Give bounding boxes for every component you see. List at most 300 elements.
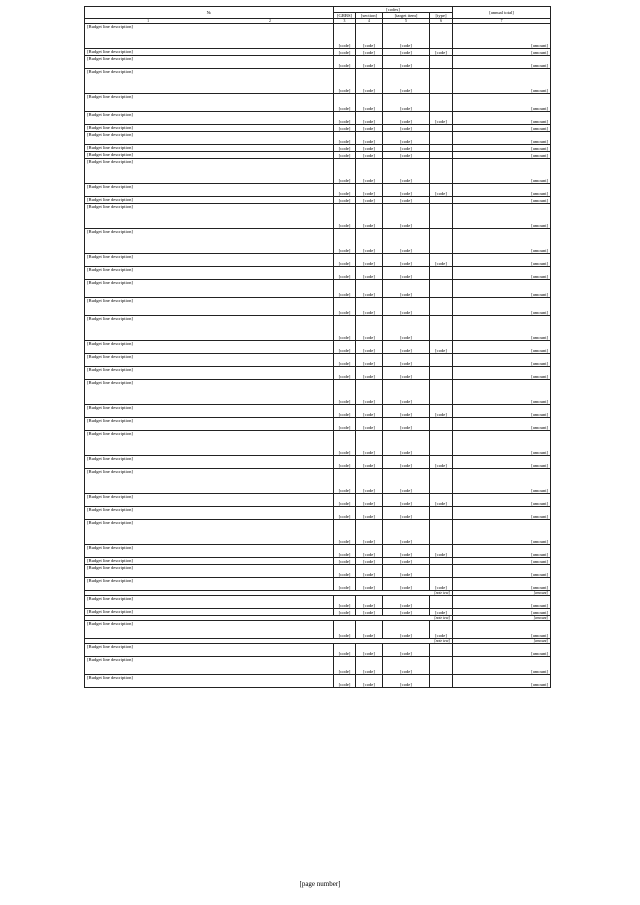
expense-type-code [430,298,453,316]
table-row [85,596,551,609]
table-row [85,609,551,616]
expense-type-code: [code] [430,578,453,591]
section-code: [code] [356,267,383,280]
expense-type-code [430,596,453,609]
grbs-code: [code] [334,469,356,494]
annual-amount: [amount] [453,152,551,159]
expense-type-code [430,675,453,688]
grbs-code: [code] [334,380,356,405]
item-name: [Budget line description] [85,56,334,69]
annual-amount: [amount] [453,520,551,545]
grbs-code: [code] [334,507,356,520]
annual-amount: [amount] [453,507,551,520]
target-item-code: [code] [383,254,430,267]
expense-type-code: [code] [430,621,453,639]
item-name: [Budget line description] [85,341,334,354]
page-number: [page number] [299,880,341,888]
expense-type-code [430,367,453,380]
annual-amount: [amount] [453,125,551,132]
section-code: [code] [356,558,383,565]
item-name: [Budget line description] [85,94,334,112]
target-item-code: [code] [383,145,430,152]
annual-amount: [amount] [453,112,551,125]
table-row [85,298,551,316]
grbs-code: [code] [334,24,356,49]
section-code: [code] [356,578,383,591]
annual-amount: [amount] [453,159,551,184]
section-code: [code] [356,24,383,49]
target-item-code: [code] [383,298,430,316]
target-item-code: [code] [383,341,430,354]
target-item-code: [code] [383,112,430,125]
annual-amount: [amount] [453,254,551,267]
table-row [85,418,551,431]
table-row [85,469,551,494]
item-name: [Budget line description] [85,152,334,159]
expense-type-code [430,132,453,145]
table-row [85,578,551,591]
section-code: [code] [356,520,383,545]
table-row [85,254,551,267]
expense-type-code: [code] [430,341,453,354]
section-code: [code] [356,204,383,229]
annual-amount: [amount] [453,184,551,197]
grbs-code: [code] [334,197,356,204]
table-row [85,675,551,688]
table-row [85,159,551,184]
target-item-code: [code] [383,405,430,418]
annual-amount: [amount] [453,204,551,229]
item-name: [Budget line description] [85,229,334,254]
annual-amount: [amount] [453,621,551,639]
section-code: [code] [356,56,383,69]
table-row [85,267,551,280]
grbs-code: [code] [334,159,356,184]
target-item-code: [code] [383,159,430,184]
expense-type-code [430,657,453,675]
section-code: [code] [356,494,383,507]
grbs-code: [code] [334,494,356,507]
annual-amount: [amount] [453,316,551,341]
expense-type-code [430,469,453,494]
grbs-code: [code] [334,341,356,354]
target-item-code: [code] [383,565,430,578]
item-name: [Budget line description] [85,184,334,197]
item-name: [Budget line description] [85,657,334,675]
column-number: 7 [453,19,551,24]
table-row [85,152,551,159]
target-item-code: [code] [383,69,430,94]
section-code: [code] [356,675,383,688]
table-row [85,94,551,112]
expense-type-code [430,280,453,298]
grbs-code: [code] [334,405,356,418]
annual-amount: [amount] [453,657,551,675]
grbs-code: [code] [334,267,356,280]
header-expense-type: [type] [430,13,453,19]
expense-type-code [430,354,453,367]
grbs-code: [code] [334,280,356,298]
grbs-code: [code] [334,456,356,469]
table-row [85,367,551,380]
table-row [85,125,551,132]
annual-amount: [amount] [453,578,551,591]
target-item-code: [code] [383,380,430,405]
item-name: [Budget line description] [85,367,334,380]
item-name: [Budget line description] [85,69,334,94]
section-code: [code] [356,456,383,469]
annual-amount: [amount] [453,69,551,94]
annual-amount: [amount] [453,132,551,145]
budget-sheet [84,6,550,688]
table-row [85,316,551,341]
grbs-code: [code] [334,545,356,558]
annual-amount: [amount] [453,609,551,616]
section-code: [code] [356,49,383,56]
target-item-code: [code] [383,354,430,367]
expense-type-code: [code] [430,49,453,56]
target-item-code: [code] [383,456,430,469]
target-item-code: [code] [383,418,430,431]
annual-amount: [amount] [453,380,551,405]
expense-type-code [430,507,453,520]
target-item-code: [code] [383,431,430,456]
expense-type-code [430,24,453,49]
section-code: [code] [356,621,383,639]
grbs-code: [code] [334,125,356,132]
table-row [85,112,551,125]
grbs-code: [code] [334,621,356,639]
annual-amount: [amount] [453,197,551,204]
expense-type-code [430,558,453,565]
item-name: [Budget line description] [85,24,334,49]
table-row [85,657,551,675]
note-amount: [amount] [453,639,551,644]
target-item-code: [code] [383,125,430,132]
item-name: [Budget line description] [85,49,334,56]
annual-amount: [amount] [453,596,551,609]
table-row [85,494,551,507]
item-name: [Budget line description] [85,494,334,507]
expense-type-code [430,418,453,431]
column-number: 6 [430,19,453,24]
note-amount: [amount] [453,616,551,621]
annual-amount: [amount] [453,545,551,558]
expense-type-code [430,644,453,657]
target-item-code: [code] [383,367,430,380]
table-row [85,69,551,94]
item-name: [Budget line description] [85,469,334,494]
section-code: [code] [356,184,383,197]
grbs-code: [code] [334,254,356,267]
table-row [85,644,551,657]
table-row [85,507,551,520]
section-code: [code] [356,152,383,159]
expense-type-code: [code] [430,609,453,616]
item-name: [Budget line description] [85,558,334,565]
grbs-code: [code] [334,204,356,229]
item-name: [Budget line description] [85,280,334,298]
target-item-code: [code] [383,609,430,616]
expense-type-code [430,159,453,184]
note-label: [note text] [85,591,453,596]
grbs-code: [code] [334,520,356,545]
expense-type-code [430,565,453,578]
section-code: [code] [356,197,383,204]
section-code: [code] [356,354,383,367]
annual-amount: [amount] [453,49,551,56]
table-row [85,280,551,298]
annual-amount: [amount] [453,431,551,456]
table-row [85,545,551,558]
annual-amount: [amount] [453,354,551,367]
expense-type-code [430,94,453,112]
grbs-code: [code] [334,316,356,341]
table-row [85,520,551,545]
expense-type-code [430,431,453,456]
item-name: [Budget line description] [85,254,334,267]
item-name: [Budget line description] [85,565,334,578]
target-item-code: [code] [383,558,430,565]
expense-type-code [430,197,453,204]
section-code: [code] [356,254,383,267]
header-annual-total: [annual total] [453,7,551,19]
item-name: [Budget line description] [85,596,334,609]
section-code: [code] [356,112,383,125]
budget-rows [85,24,551,688]
grbs-code: [code] [334,675,356,688]
table-row [85,456,551,469]
section-code: [code] [356,565,383,578]
grbs-code: [code] [334,56,356,69]
table-row [85,558,551,565]
item-name: [Budget line description] [85,132,334,145]
annual-amount: [amount] [453,229,551,254]
table-row [85,56,551,69]
target-item-code: [code] [383,94,430,112]
item-name: [Budget line description] [85,675,334,688]
section-code: [code] [356,507,383,520]
annual-amount: [amount] [453,675,551,688]
section-code: [code] [356,316,383,341]
section-code: [code] [356,418,383,431]
target-item-code: [code] [383,494,430,507]
grbs-code: [code] [334,565,356,578]
section-code: [code] [356,545,383,558]
budget-table [84,6,551,688]
grbs-code: [code] [334,145,356,152]
section-code: [code] [356,609,383,616]
grbs-code: [code] [334,367,356,380]
section-code: [code] [356,596,383,609]
target-item-code: [code] [383,24,430,49]
header-number: № [85,7,334,19]
table-row [85,405,551,418]
item-name: [Budget line description] [85,644,334,657]
section-code: [code] [356,341,383,354]
target-item-code: [code] [383,204,430,229]
section-code: [code] [356,280,383,298]
section-code: [code] [356,657,383,675]
target-item-code: [code] [383,545,430,558]
target-item-code: [code] [383,507,430,520]
table-row [85,341,551,354]
grbs-code: [code] [334,49,356,56]
grbs-code: [code] [334,132,356,145]
target-item-code: [code] [383,316,430,341]
expense-type-code [430,204,453,229]
section-code: [code] [356,69,383,94]
item-name: [Budget line description] [85,298,334,316]
expense-type-code [430,125,453,132]
grbs-code: [code] [334,69,356,94]
annual-amount: [amount] [453,565,551,578]
table-row [85,229,551,254]
expense-type-code: [code] [430,456,453,469]
table-row [85,354,551,367]
section-code: [code] [356,298,383,316]
expense-type-code: [code] [430,184,453,197]
annual-amount: [amount] [453,267,551,280]
table-row [85,621,551,639]
item-name: [Budget line description] [85,431,334,456]
expense-type-code: [code] [430,112,453,125]
item-name: [Budget line description] [85,520,334,545]
expense-type-code: [code] [430,494,453,507]
annual-amount: [amount] [453,494,551,507]
item-name: [Budget line description] [85,621,334,639]
section-code: [code] [356,94,383,112]
target-item-code: [code] [383,197,430,204]
grbs-code: [code] [334,152,356,159]
target-item-code: [code] [383,621,430,639]
item-name: [Budget line description] [85,609,334,616]
item-name: [Budget line description] [85,456,334,469]
section-code: [code] [356,125,383,132]
annual-amount: [amount] [453,56,551,69]
grbs-code: [code] [334,354,356,367]
note-label: [note text] [85,639,453,644]
target-item-code: [code] [383,152,430,159]
header-grbs: [GRBS] [334,13,356,19]
grbs-code: [code] [334,644,356,657]
expense-type-code [430,316,453,341]
target-item-code: [code] [383,229,430,254]
annual-amount: [amount] [453,558,551,565]
table-row [85,49,551,56]
section-code: [code] [356,145,383,152]
target-item-code: [code] [383,184,430,197]
grbs-code: [code] [334,298,356,316]
expense-type-code [430,267,453,280]
annual-amount: [amount] [453,405,551,418]
column-number: 1 2 [85,19,334,24]
item-name: [Budget line description] [85,112,334,125]
column-number: 4 [356,19,383,24]
table-row [85,380,551,405]
target-item-code: [code] [383,56,430,69]
target-item-code: [code] [383,280,430,298]
header-target-item: [target item] [383,13,430,19]
target-item-code: [code] [383,596,430,609]
expense-type-code [430,69,453,94]
table-row [85,197,551,204]
item-name: [Budget line description] [85,405,334,418]
section-code: [code] [356,380,383,405]
expense-type-code: [code] [430,545,453,558]
section-code: [code] [356,405,383,418]
column-number: 3 [334,19,356,24]
column-number: 5 [383,19,430,24]
target-item-code: [code] [383,469,430,494]
annual-amount: [amount] [453,24,551,49]
expense-type-code: [code] [430,254,453,267]
table-row [85,132,551,145]
item-name: [Budget line description] [85,145,334,152]
item-name: [Budget line description] [85,418,334,431]
expense-type-code [430,229,453,254]
annual-amount: [amount] [453,644,551,657]
grbs-code: [code] [334,596,356,609]
table-row [85,565,551,578]
expense-type-code [430,56,453,69]
grbs-code: [code] [334,112,356,125]
annual-amount: [amount] [453,469,551,494]
annual-amount: [amount] [453,456,551,469]
item-name: [Budget line description] [85,159,334,184]
table-row [85,24,551,49]
note-label: [note text] [85,616,453,621]
item-name: [Budget line description] [85,578,334,591]
annual-amount: [amount] [453,298,551,316]
section-code: [code] [356,644,383,657]
grbs-code: [code] [334,431,356,456]
table-row [85,184,551,197]
expense-type-code: [code] [430,405,453,418]
table-row [85,204,551,229]
expense-type-code [430,380,453,405]
item-name: [Budget line description] [85,380,334,405]
target-item-code: [code] [383,578,430,591]
section-code: [code] [356,132,383,145]
annual-amount: [amount] [453,367,551,380]
item-name: [Budget line description] [85,316,334,341]
grbs-code: [code] [334,609,356,616]
target-item-code: [code] [383,520,430,545]
expense-type-code [430,520,453,545]
header-codes: [codes] [334,7,453,13]
target-item-code: [code] [383,49,430,56]
target-item-code: [code] [383,675,430,688]
expense-type-code [430,145,453,152]
grbs-code: [code] [334,657,356,675]
section-code: [code] [356,469,383,494]
target-item-code: [code] [383,267,430,280]
section-code: [code] [356,229,383,254]
annual-amount: [amount] [453,94,551,112]
note-amount: [amount] [453,591,551,596]
expense-type-code [430,152,453,159]
table-row [85,431,551,456]
grbs-code: [code] [334,94,356,112]
item-name: [Budget line description] [85,204,334,229]
section-code: [code] [356,367,383,380]
target-item-code: [code] [383,644,430,657]
grbs-code: [code] [334,558,356,565]
item-name: [Budget line description] [85,507,334,520]
section-code: [code] [356,159,383,184]
annual-amount: [amount] [453,341,551,354]
